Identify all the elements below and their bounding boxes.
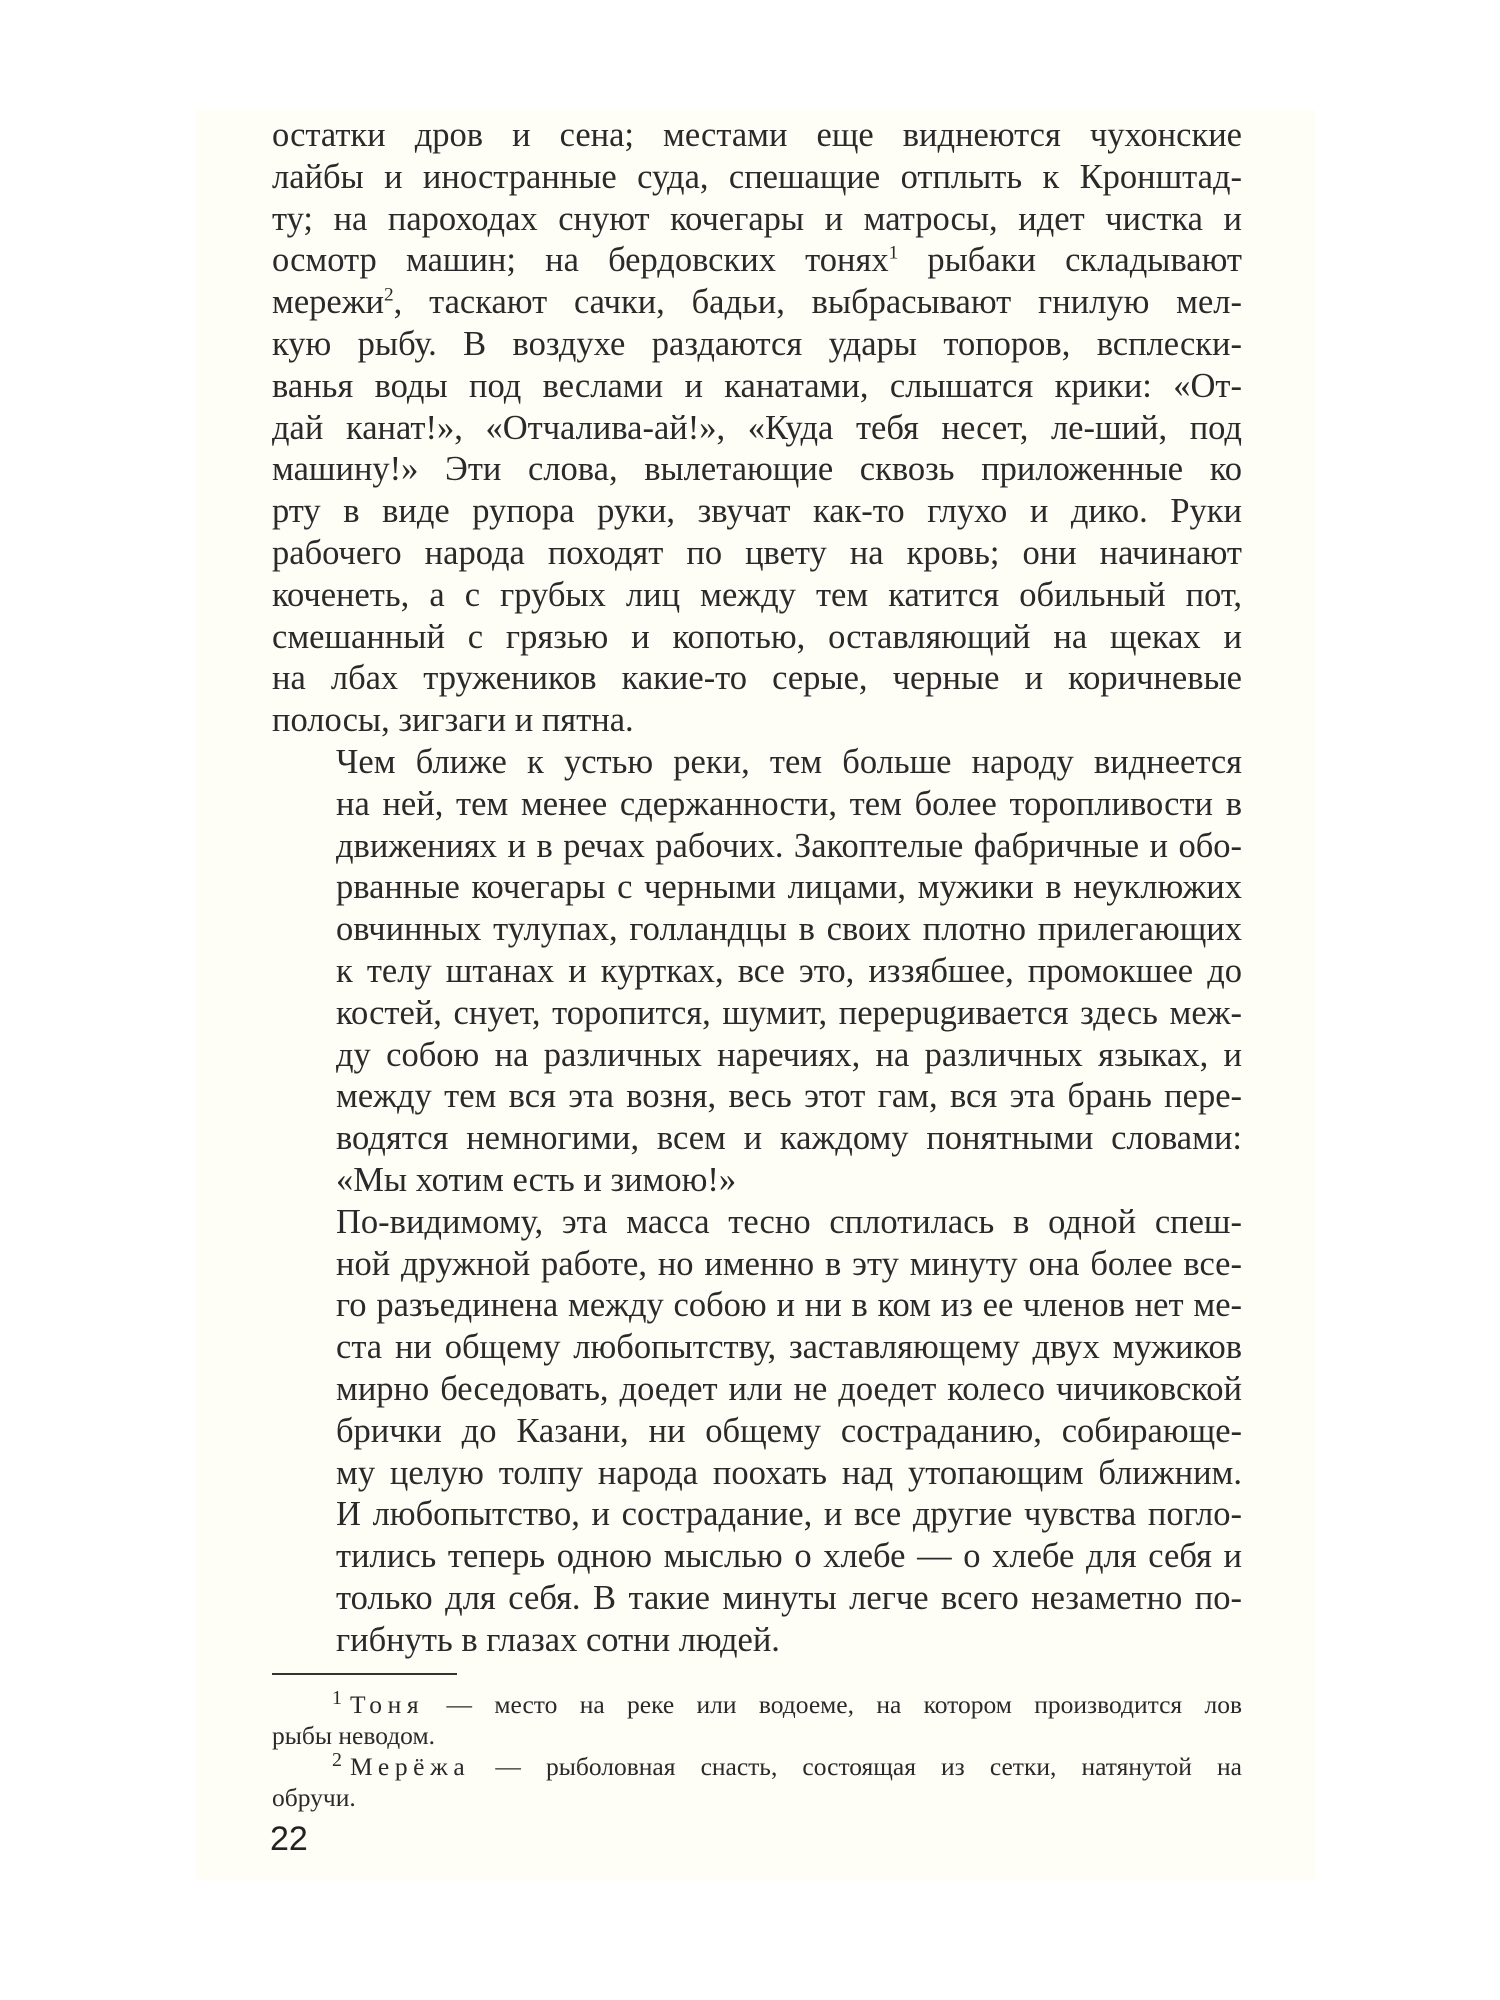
text-fragment: , таскают сачки, бадьи, выбрасывают гнилую мел- [393,283,1242,322]
paragraph-1 [272,115,1242,742]
text-line: «Мы хотим есть и зимою!» [336,1160,737,1199]
text-line: рабочего народа походят по цвету на кровь; они начинают [272,533,1242,572]
footnote-term: Мерёжа [349,1752,471,1781]
text-line: тились теперь одною мыслью о хлебе — о хлебе для себя и [336,1537,1242,1576]
text-fragment: рыбаки складывают [927,241,1242,280]
text-line: лайбы и иностранные суда, спешащие отплыть к Кронштад- [272,157,1242,196]
text-line: костей, снует, торопится, шумит, перерugивается здесь меж- [336,993,1242,1032]
text-line: ста ни общему любопытству, заставляющему двух мужиков [336,1328,1242,1367]
footnotes [272,1686,1242,1813]
footnote-mark: 2 [332,1748,342,1771]
text-line: И любопытство, и сострадание, и все другие чувства погло- [336,1495,1242,1534]
text-line [272,240,1242,282]
text-line: водятся немногими, всем и каждому понятными словами: [336,1119,1242,1158]
text-line: ду собою на различных наречиях, на различных языках, и [336,1035,1242,1074]
footnote-line: обручи. [272,1783,356,1812]
footnote-1 [272,1686,1242,1751]
text-line: коченеть, а с грубых лиц между тем катится обильный пот, [272,575,1242,614]
page-number: 22 [270,1820,308,1858]
footnote-definition: — рыболовная снасть, состоящая из сетки, натянутой на [470,1752,1242,1781]
footnote-line [272,1686,1242,1720]
text-fragment: мережи [272,283,385,322]
main-text [272,115,1242,1661]
text-line: гибнуть в глазах сотни людей. [336,1620,780,1659]
text-line: Чем ближе к устью реки, тем больше народу виднеется [336,742,1242,781]
text-line: овчинных тулупах, голландцы в своих плотно прилегающих [336,910,1242,949]
paragraph-2 [272,742,1242,1202]
text-line: го разъединена между собою и ни в ком из ее членов нет ме- [336,1286,1242,1325]
text-line: смешанный с грязью и копотью, оставляющий на щеках и [272,617,1242,656]
footnote-line [272,1748,1242,1782]
text-line: машину!» Эти слова, вылетающие сквозь приложенные ко [272,450,1242,489]
text-line: на ней, тем менее сдержанности, тем более торопливости в [336,784,1242,823]
text-line [272,282,1242,324]
footnote-2 [272,1748,1242,1813]
text-line: ту; на пароходах снуют кочегары и матросы, идет чистка и [272,199,1242,238]
text-line: ной дружной работе, но именно в эту минуту она более все- [336,1244,1242,1283]
text-line: на лбах тружеников какие-то серые, черные и коричневые [272,659,1242,698]
footnote-reference[interactable]: 1 [888,242,899,264]
text-line: кую рыбу. В воздухе раздаются удары топоров, всплески- [272,324,1242,363]
footnote-definition: — место на реке или водоеме, на котором производится лов [424,1690,1242,1719]
text-line: му целую толпу народа поохать над утопающим ближним. [336,1453,1242,1492]
text-line: к телу штанах и куртках, все это, иззябшее, промокшее до [336,951,1242,990]
text-line: только для себя. В такие минуты легче всего незаметно по- [336,1578,1242,1617]
text-line: между тем вся эта возня, весь этот гам, вся эта брань пере- [336,1077,1242,1116]
text-line: рту в виде рупора руки, звучат как-то глухо и дико. Руки [272,492,1242,531]
text-line: ванья воды под веслами и канатами, слышатся крики: «От- [272,366,1242,405]
text-line: движениях и в речах рабочих. Закоптелые фабричные и обо- [336,826,1242,865]
text-line: По-видимому, эта масса тесно сплотилась в одной спеш- [336,1202,1242,1241]
footnote-divider [272,1673,457,1675]
text-line: мирно беседовать, доедет или не доедет колесо чичиковской [336,1369,1242,1408]
text-fragment: осмотр машин; на бердовских тонях [272,241,889,280]
text-line: рванные кочегары с черными лицами, мужики в неуклюжих [336,868,1242,907]
footnote-line: рыбы неводом. [272,1721,435,1750]
footnote-term: Тоня [349,1690,425,1719]
text-line: полосы, зигзаги и пятна. [272,701,634,740]
paragraph-3 [272,1202,1242,1662]
footnote-reference[interactable]: 2 [384,284,394,306]
text-line: остатки дров и сена; местами еще виднеются чухонские [272,116,1242,154]
text-line: дай канат!», «Отчалива-ай!», «Куда тебя несет, ле-ший, под [272,408,1242,447]
footnote-mark: 1 [332,1686,342,1709]
text-line: брички до Казани, ни общему состраданию, собирающе- [336,1411,1242,1450]
